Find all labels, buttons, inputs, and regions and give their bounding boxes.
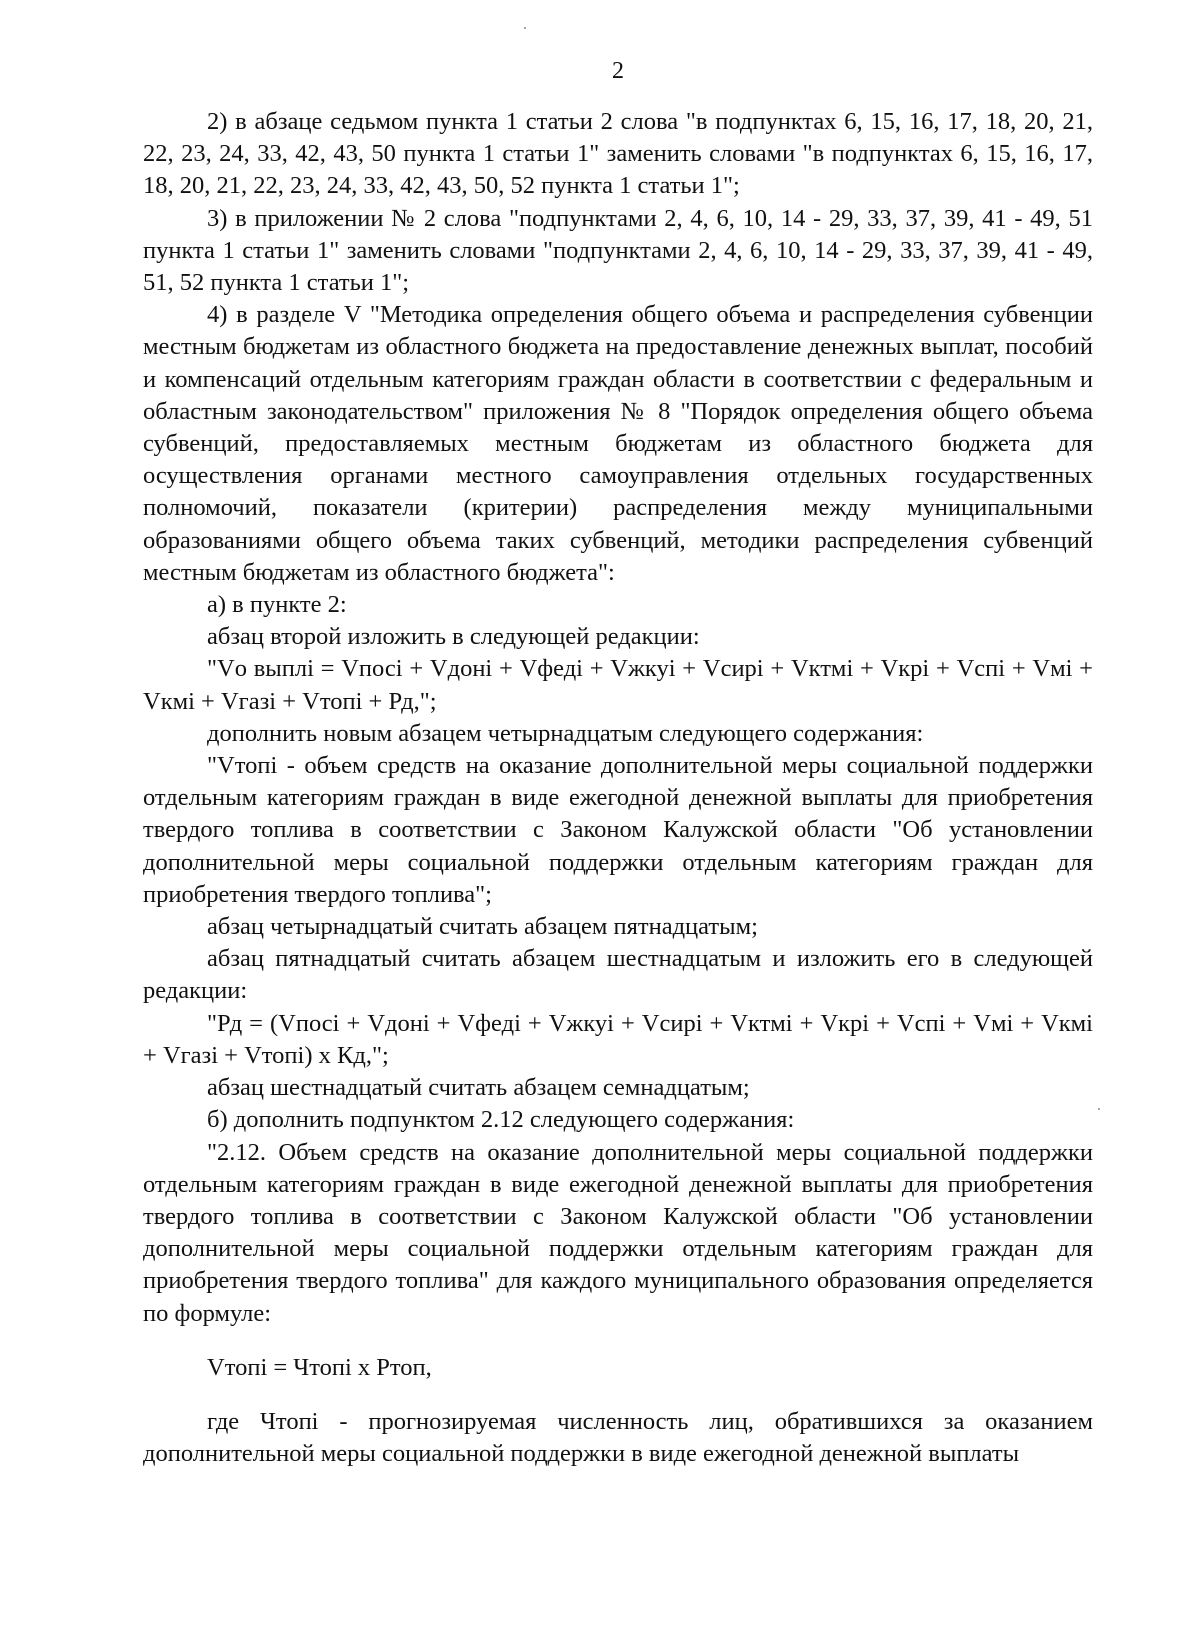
paragraph-formula-rd: "Рд = (Vпосі + Vдоні + Vфеді + Vжкуі + Vсирі + Vктмі + Vкрі + Vспі + Vмі + Vкмі + Vгазі + Vтопі) х Кд,"; (143, 1009, 1093, 1069)
scan-speck (1098, 1108, 1100, 1110)
paragraph-formula-vo: "Vо выплі = Vпосі + Vдоні + Vфеді + Vжкуі + Vсирі + Vктмі + Vкрі + Vспі + Vмі + Vкмі + Vгазі + Vтопі + Рд,"; (143, 655, 1093, 715)
paragraph-instruction: абзац четырнадцатый считать абзацем пятнадцатым; (207, 913, 758, 941)
paragraph-definition-chtop: где Чтопі - прогнозируемая численность лиц, обратившихся за оказанием дополнительной меры социальной поддержки в виде ежегодной денежной выплаты (143, 1407, 1093, 1468)
paragraph-definition-vtop: "Vтопі - объем средств на оказание дополнительной меры социальной поддержки отдельным категориям граждан в виде ежегодной денежной выплаты для приобретения твердого топлива в соответствии с Законом Калужской области "Об установлении дополнительной меры социальной поддержки отдельным категориям граждан для приобретения твердого топлива"; (143, 752, 1093, 908)
paragraph-subitem-a: а) в пункте 2: (207, 591, 347, 619)
paragraph-instruction: абзац шестнадцатый считать абзацем семнадцатым; (207, 1074, 750, 1102)
paragraph-formula-vtop: Vтопі = Чтопі х Ртоп, (207, 1353, 432, 1381)
document-page (143, 56, 1093, 1470)
paragraph-item-4: 4) в разделе V "Методика определения общего объема и распределения субвенции местным бюджетам из областного бюджета на предоставление денежных выплат, пособий и компенсаций отдельным категориям граждан области в соответствии с федеральным и областным законодательством" приложения № 8 "Порядок определения общего объема субвенций, предоставляемых местным бюджетам из областного бюджета для осуществления органами местного самоуправления отдельных государственных полномочий, показатели (критерии) распределения между муниципальными образованиями общего объема таких субвенций, методики распределения субвенций местным бюджетам из областного бюджета": (143, 301, 1093, 586)
paragraph-subitem-b: б) дополнить подпунктом 2.12 следующего содержания: (207, 1106, 795, 1134)
paragraph-item-3: 3) в приложении № 2 слова "подпунктами 2, 4, 6, 10, 14 - 29, 33, 37, 39, 41 - 49, 51 пункта 1 статьи 1" заменить словами "подпунктами 2, 4, 6, 10, 14 - 29, 33, 37, 39, 41 - 49, 51, 52 пункта 1 статьи 1"; (143, 204, 1093, 297)
paragraph-instruction: абзац пятнадцатый считать абзацем шестнадцатым и изложить его в следующей редакции: (143, 945, 1093, 1005)
scan-speck (524, 27, 526, 29)
paragraph-subitem-2-12: "2.12. Объем средств на оказание дополнительной меры социальной поддержки отдельным категориям граждан в виде ежегодной денежной выплаты для приобретения твердого топлива в соответствии с Законом Калужской области "Об установлении дополнительной меры социальной поддержки отдельным категориям граждан для приобретения твердого топлива" для каждого муниципального образования определяется по формуле: (143, 1138, 1093, 1327)
paragraph-instruction: абзац второй изложить в следующей редакции: (207, 623, 700, 651)
page-number: 2 (612, 58, 624, 84)
paragraph-instruction: дополнить новым абзацем четырнадцатым следующего содержания: (207, 719, 924, 747)
paragraph-item-2: 2) в абзаце седьмом пункта 1 статьи 2 слова "в подпунктах 6, 15, 16, 17, 18, 20, 21, 22, 23, 24, 33, 42, 43, 50 пункта 1 статьи 1" заменить словами "в подпунктах 6, 15, 16, 17, 18, 20, 21, 22, 23, 24, 33, 42, 43, 50, 52 пункта 1 статьи 1"; (143, 108, 1093, 200)
